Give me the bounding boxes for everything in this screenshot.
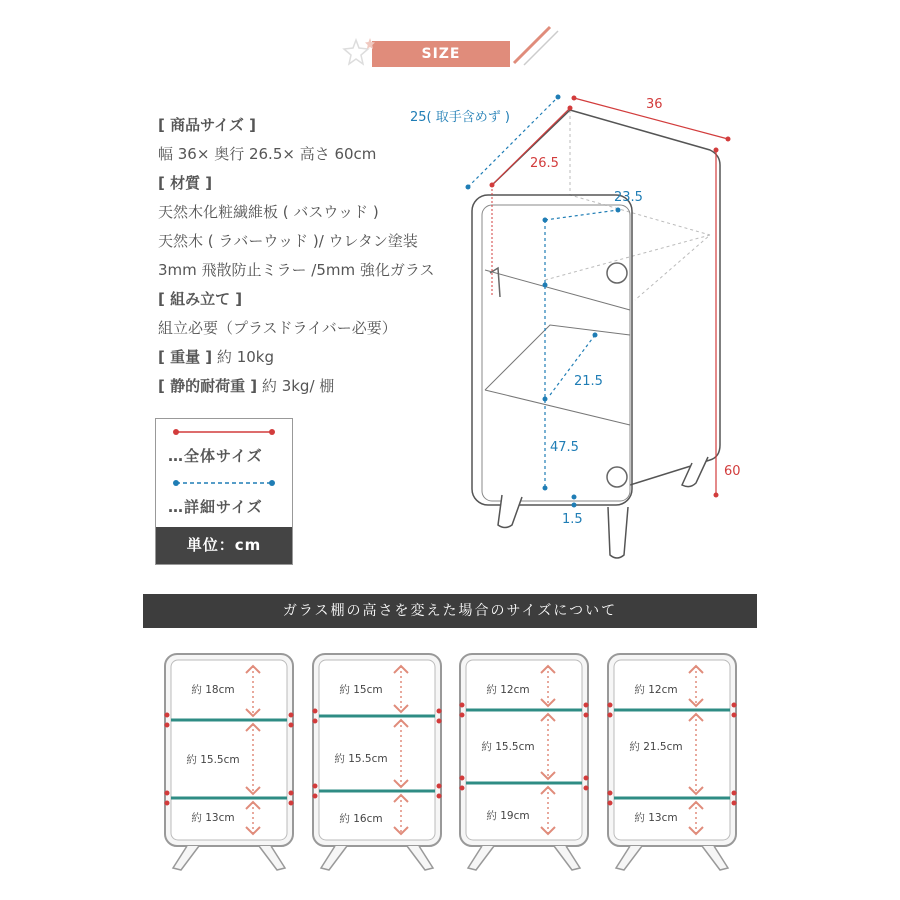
variant-shelf-pin	[608, 713, 613, 718]
variant-shelf-pin	[313, 709, 318, 714]
variant-shelf-pin	[584, 703, 589, 708]
leg-front-left	[498, 495, 522, 528]
leg-front-right	[608, 507, 628, 558]
shelf-variants	[0, 640, 900, 880]
product-size-value: 幅 36× 奥行 26.5× 高さ 60cm	[158, 145, 377, 163]
dim-dot	[572, 495, 577, 500]
variant-shelf-pin	[460, 703, 465, 708]
variant-shelf-pin	[584, 786, 589, 791]
variant-shelf-pin	[289, 791, 294, 796]
variant-shelf-pin	[165, 801, 170, 806]
variant-shelf-pin	[460, 786, 465, 791]
dim-dot	[543, 283, 548, 288]
assembly-heading: [ 組み立て ]	[158, 290, 243, 308]
dim-dot	[616, 208, 621, 213]
variant-shelf-pin	[608, 801, 613, 806]
dim-dot	[543, 397, 548, 402]
variant-label-bottom: 約 19cm	[486, 810, 530, 822]
leg-back	[682, 457, 708, 487]
shelf-lower	[485, 325, 630, 390]
dim-dot	[726, 137, 731, 142]
variant-label-middle: 約 15.5cm	[481, 741, 535, 753]
variant-shelf-pin	[460, 713, 465, 718]
dim-dot	[593, 333, 598, 338]
knob-bottom	[607, 467, 627, 487]
size-banner	[372, 41, 522, 67]
unit-label: 単位：cm	[156, 527, 292, 564]
variant-shelf-pin	[313, 794, 318, 799]
product-size-heading: [ 商品サイズ ]	[158, 116, 256, 134]
legend-detail-label: …詳細サイズ	[168, 498, 263, 516]
variant-shelf-pin	[165, 791, 170, 796]
variant-label-top: 約 12cm	[486, 684, 530, 696]
material-3: 3mm 飛散防止ミラー /5mm 強化ガラス	[158, 261, 435, 279]
variant-shelf-pin	[732, 791, 737, 796]
variant-shelf-pin	[289, 713, 294, 718]
material-2: 天然木 ( ラバーウッド )/ ウレタン塗装	[158, 232, 418, 250]
variant-shelf-pin	[584, 713, 589, 718]
overall-dot-left	[173, 429, 179, 435]
dim-depth-label: 26.5	[530, 156, 559, 171]
variant-label-middle: 約 21.5cm	[629, 741, 683, 753]
cabinet-front-inner	[482, 205, 630, 501]
variant-label-top: 約 15cm	[339, 684, 383, 696]
variant-label-bottom: 約 13cm	[191, 812, 235, 824]
variant-leg-left	[173, 846, 199, 870]
variant-leg-left	[616, 846, 642, 870]
variant-label-top: 約 12cm	[634, 684, 678, 696]
dim-inner-height-label: 47.5	[550, 440, 579, 455]
section-title-bar: ガラス棚の高さを変えた場合のサイズについて	[143, 594, 757, 628]
variant-leg-left	[321, 846, 347, 870]
dim-inner-depth-label: 23.5	[614, 190, 643, 205]
variant-shelf-pin	[732, 801, 737, 806]
variant-shelf-pin	[437, 709, 442, 714]
cabinet-top	[492, 110, 720, 185]
cabinet-diagram	[410, 85, 760, 565]
variant-leg-right	[259, 846, 285, 870]
variant-label-middle: 約 15.5cm	[334, 753, 388, 765]
variant-shelf-pin	[165, 713, 170, 718]
variant-shelf-pin	[289, 801, 294, 806]
variant-shelf-pin	[584, 776, 589, 781]
variant-leg-right	[702, 846, 728, 870]
load-value: 約 3kg/ 棚	[257, 377, 335, 395]
dim-dot	[714, 493, 719, 498]
assembly-value: 組立必要（プラスドライバー必要）	[158, 319, 397, 337]
dim-height-label: 60	[724, 464, 741, 479]
cabinet-side	[630, 165, 720, 485]
variant-shelf-pin	[313, 784, 318, 789]
dim-dot	[543, 486, 548, 491]
stroke-decoration	[510, 23, 570, 71]
star-icon	[338, 34, 378, 70]
variant-label-bottom: 約 16cm	[339, 813, 383, 825]
weight-heading: [ 重量 ]	[158, 348, 213, 366]
dim-shelf-gap-label: 21.5	[574, 374, 603, 389]
variant-label-middle: 約 15.5cm	[186, 754, 240, 766]
size-banner-label: SIZE	[421, 46, 461, 62]
dim-dot	[568, 106, 573, 111]
dim-dot	[572, 503, 577, 508]
variant-label-top: 約 18cm	[191, 684, 235, 696]
variant-label-bottom: 約 13cm	[634, 812, 678, 824]
shelf-lower-front	[485, 390, 630, 425]
dim-dot	[572, 96, 577, 101]
load-row	[158, 375, 334, 396]
variant-shelf-pin	[165, 723, 170, 728]
variant-leg-right	[407, 846, 433, 870]
variant-shelf-pin	[460, 776, 465, 781]
material-1: 天然木化粧繊維板 ( バスウッド )	[158, 203, 379, 221]
knob-top	[607, 263, 627, 283]
variant-leg-right	[554, 846, 580, 870]
dim-depth-handle-label: 25( 取手含めず )	[410, 110, 510, 125]
variant-shelf-pin	[732, 703, 737, 708]
dim-dot	[714, 148, 719, 153]
material-heading: [ 材質 ]	[158, 174, 213, 192]
variant-leg-left	[468, 846, 494, 870]
weight-row	[158, 346, 274, 367]
variant-shelf-pin	[608, 791, 613, 796]
back-shelf-edges	[545, 235, 710, 300]
overall-dot-right	[269, 429, 275, 435]
dim-width-label: 36	[646, 97, 663, 112]
variant-shelf-pin	[289, 723, 294, 728]
variant-shelf-pin	[437, 784, 442, 789]
variant-shelf-pin	[608, 703, 613, 708]
variant-shelf-pin	[732, 713, 737, 718]
detail-dot-left	[173, 480, 179, 486]
detail-dot-right	[269, 480, 275, 486]
weight-value: 約 10kg	[212, 348, 274, 366]
dim-dot	[466, 185, 471, 190]
dim-dot	[556, 95, 561, 100]
variant-shelf-pin	[437, 794, 442, 799]
cabinet-front	[472, 195, 632, 505]
load-heading: [ 静的耐荷重 ]	[158, 377, 258, 395]
dim-glass-thickness-label: 1.5	[562, 512, 583, 527]
dim-line-inner-depth	[545, 210, 618, 220]
legend-overall-label: …全体サイズ	[168, 447, 263, 465]
variant-shelf-pin	[437, 719, 442, 724]
variant-shelf-pin	[313, 719, 318, 724]
legend-box	[155, 418, 293, 565]
